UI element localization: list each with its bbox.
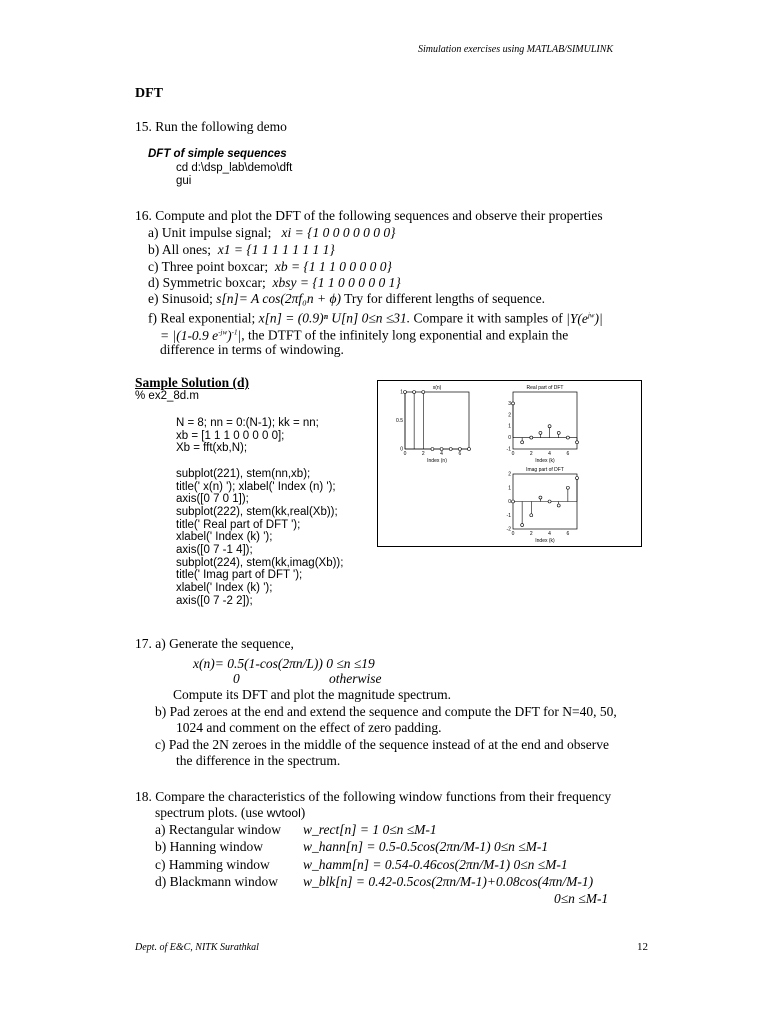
stem-marker	[521, 524, 524, 527]
code-line: title(' Real part of DFT ');	[176, 518, 301, 531]
code-line: axis([0 7 -2 2]);	[176, 594, 253, 607]
stem-marker	[512, 402, 515, 405]
stem-marker	[468, 448, 471, 451]
demo-title: DFT of simple sequences	[148, 148, 287, 160]
q18-intro-line2: spectrum plots. (use wvtool)	[155, 805, 306, 820]
plot-ytick-label: -1	[506, 512, 511, 519]
q15-text: 15. Run the following demo	[135, 119, 287, 134]
stem-marker	[449, 448, 452, 451]
code-line: xlabel(' Index (k) ');	[176, 582, 273, 595]
code-line: axis([0 7 -1 4]);	[176, 544, 253, 557]
q17-intro: 17. a) Generate the sequence,	[135, 636, 294, 651]
q18-item-d: d) Blackmann window w_blk[n] = 0.42-0.5cos(2πn/M-1)+0.08cos(4πn/M-1)	[155, 874, 594, 889]
code-line: subplot(222), stem(kk,real(Xb));	[176, 505, 338, 518]
plot-ytick-label: 1	[400, 389, 403, 396]
footer-department: Dept. of E&C, NITK Surathkal	[135, 942, 259, 953]
q18-item-c: c) Hamming window w_hamm[n] = 0.54-0.46cos(2πn/M-1) 0≤n ≤M-1	[155, 857, 568, 872]
stem-marker	[521, 441, 524, 444]
q17-equation-otherwise: otherwise	[329, 671, 382, 686]
stem-marker	[530, 436, 533, 439]
q16-item-f-line2: = |(1-0.9 $e^{-jw})^{-1}|$, the DTFT of the infinitely long exponential and explain the	[160, 327, 569, 343]
stem-marker	[557, 431, 560, 434]
running-header: Simulation exercises using MATLAB/SIMULINK	[418, 44, 614, 55]
plot-title: x(n)	[432, 385, 442, 391]
q16-item-e: e) Sinusoid; s[n]= A cos(2πf₀n + ϕ) Try for different lengths of sequence.	[148, 291, 546, 306]
stem-marker	[422, 391, 425, 394]
plot-ytick-label: 1	[508, 485, 511, 492]
stem-marker	[576, 441, 579, 444]
stem-marker	[539, 496, 542, 499]
sample-file-name: % ex2_8d.m	[135, 390, 199, 402]
code-line: title(' x(n) '); xlabel(' Index (n) ');	[176, 480, 336, 493]
plot-xtick-label: 4	[548, 451, 551, 457]
plot-xtick-label: 6	[458, 451, 462, 457]
plot-ytick-label: 3	[508, 400, 511, 407]
plot-ytick-label: 2	[508, 412, 511, 419]
code-line: axis([0 7 0 1]);	[176, 493, 249, 506]
q18-item-a: a) Rectangular window w_rect[n] = 1 0≤n ≤M-1	[155, 822, 437, 837]
plot-xlabel: Index (k)	[535, 538, 555, 544]
q16-intro: 16. Compute and plot the DFT of the following sequences and observe their properties	[135, 208, 603, 223]
q18-item-b: b) Hanning window w_hann[n] = 0.5-0.5cos(2πn/M-1) 0≤n ≤M-1	[155, 839, 549, 854]
plot-xtick-label: 0	[403, 451, 407, 457]
demo-command-cd: cd d:\dsp_lab\demo\dft	[176, 162, 293, 174]
q17-b-line1: b) Pad zeroes at the end and extend the sequence and compute the DFT for N=40, 50,	[155, 704, 617, 719]
plot-xtick-label: 4	[440, 451, 443, 457]
plot-ytick-label: 2	[508, 471, 511, 478]
stem-marker	[548, 500, 551, 503]
sample-solution-title: Sample Solution (d)	[135, 375, 250, 390]
plot-xlabel: Index (n)	[427, 458, 447, 464]
demo-command-gui: gui	[176, 175, 192, 187]
plot-xtick-label: 2	[421, 451, 425, 457]
stem-marker	[576, 476, 579, 479]
plot-xtick-label: 6	[566, 531, 570, 537]
q16-item-f: f) Real exponential; x[n] = (0.9)ⁿ U[n] 0≤n ≤31. Compare it with samples of $|Y(e^{jw})|$	[148, 310, 603, 326]
stem-marker	[530, 514, 533, 517]
code-line: xlabel(' Index (k) ');	[176, 531, 273, 544]
q17-b-line2: 1024 and comment on the effect of zero padding.	[176, 720, 442, 735]
plot-xtick-label: 2	[529, 451, 533, 457]
plot-ytick-label: 0	[400, 446, 403, 453]
q16-item-c: c) Three point boxcar; xb = {1 1 1 0 0 0 0 0}	[148, 259, 392, 274]
code-line: title(' Imag part of DFT ');	[176, 569, 303, 582]
code-line	[176, 455, 343, 468]
plot-xtick-label: 6	[566, 451, 570, 457]
plot-xtick-label: 2	[529, 531, 533, 537]
code-line: subplot(224), stem(kk,imag(Xb));	[176, 556, 344, 569]
plot-ytick-label: 1	[508, 423, 511, 430]
stem-plots-svg	[378, 381, 641, 546]
stem-marker	[512, 500, 515, 503]
q17-equation-zero: 0	[233, 671, 240, 686]
code-line: Xb = fft(xb,N);	[176, 442, 248, 455]
stem-marker	[566, 436, 569, 439]
code-block	[176, 417, 343, 608]
section-title: DFT	[135, 86, 163, 101]
stem-marker	[413, 391, 416, 394]
plot-axes-box	[513, 392, 577, 449]
page-number: 12	[637, 941, 648, 953]
q18-item-d-range: 0≤n ≤M-1	[554, 891, 609, 906]
plot-axes-box	[405, 392, 469, 449]
plot-ytick-label: 0	[508, 435, 511, 442]
q17-c-line2: the difference in the spectrum.	[176, 753, 341, 768]
code-line: subplot(221), stem(nn,xb);	[176, 467, 311, 480]
stem-marker	[557, 504, 560, 507]
plot-xtick-label: 4	[548, 531, 551, 537]
q16-item-b: b) All ones; x1 = {1 1 1 1 1 1 1 1}	[148, 242, 335, 257]
code-line: N = 8; nn = 0:(N-1); kk = nn;	[176, 417, 319, 429]
plot-xlabel: Index (k)	[535, 458, 555, 464]
q17-equation: x(n)= 0.5(1-cos(2πn/L)) 0 ≤n ≤19	[193, 656, 375, 671]
plot-title: Imag part of DFT	[526, 467, 564, 473]
plot-ytick-label: -1	[506, 446, 511, 453]
q16-item-f-line3: difference in terms of windowing.	[160, 342, 344, 357]
q16-item-a: a) Unit impulse signal; xi = {1 0 0 0 0 0 0 0}	[148, 225, 396, 240]
stem-marker	[440, 448, 443, 451]
plot-xtick-label: 0	[511, 451, 515, 457]
q17-c-line1: c) Pad the 2N zeroes in the middle of the sequence instead of at the end and observe	[155, 737, 609, 752]
plot-ytick-label: -2	[506, 526, 511, 533]
plot-xtick-label: 0	[511, 531, 515, 537]
plot-ytick-label: 0	[508, 499, 511, 505]
stem-marker	[539, 431, 542, 434]
code-line: xb = [1 1 1 0 0 0 0 0];	[176, 429, 285, 442]
stem-marker	[458, 448, 461, 451]
stem-marker	[548, 425, 551, 428]
plot-ytick-label: 0.5	[396, 418, 403, 424]
stem-marker	[404, 391, 407, 394]
stem-marker	[431, 448, 434, 451]
plot-title: Real part of DFT	[526, 385, 564, 391]
q16-item-d: d) Symmetric boxcar; xbsy = {1 1 0 0 0 0 0 1}	[148, 275, 401, 290]
q17-compute: Compute its DFT and plot the magnitude spectrum.	[173, 687, 451, 702]
q18-intro: 18. Compare the characteristics of the following window functions from their frequency	[135, 789, 612, 804]
stem-marker	[566, 486, 569, 489]
stem-plots-figure	[377, 380, 642, 547]
